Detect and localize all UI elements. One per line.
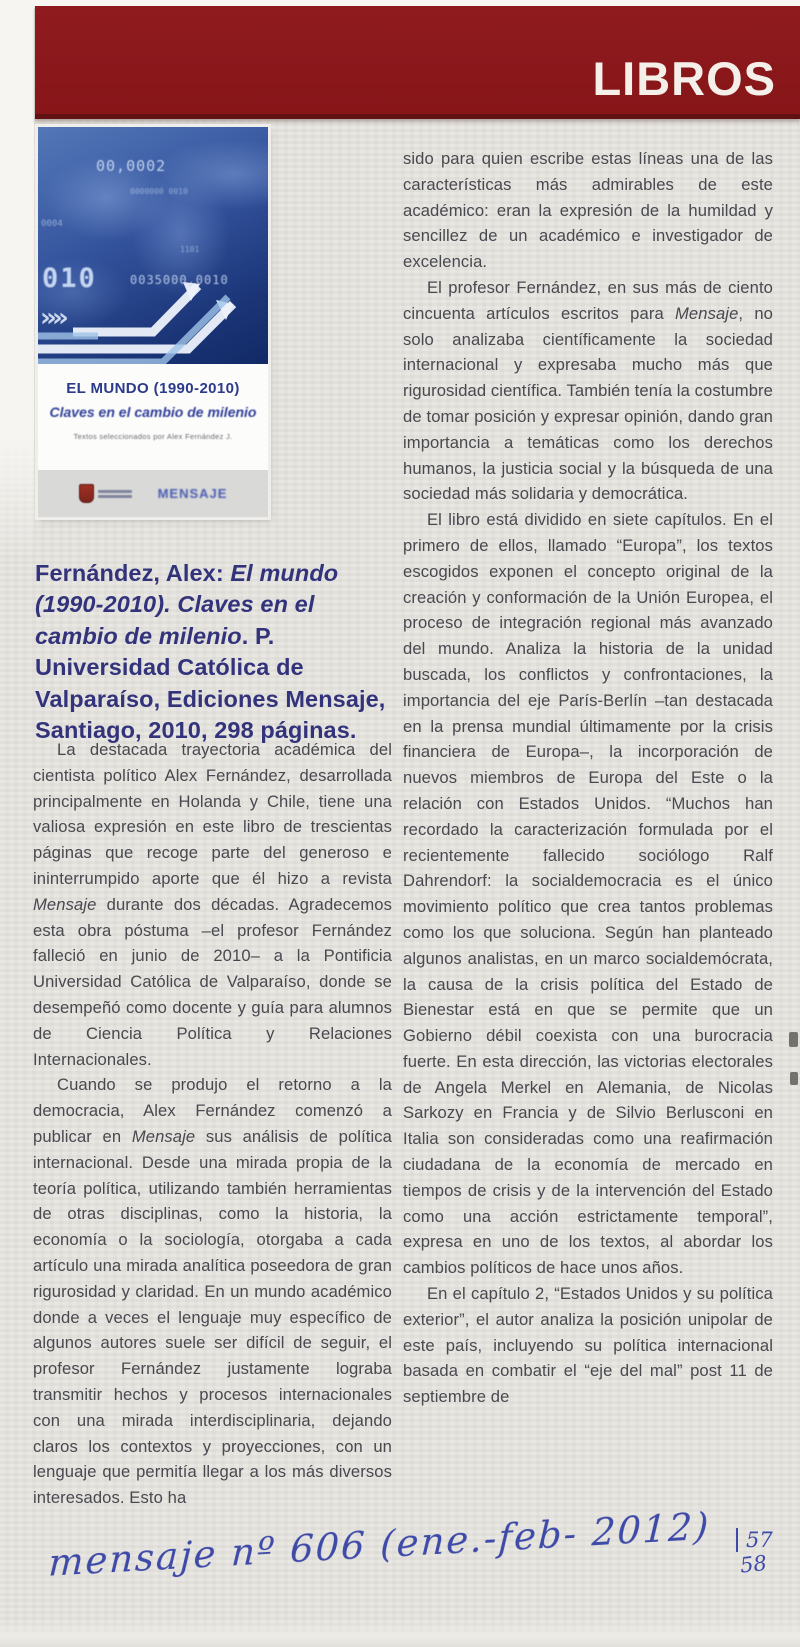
text-segment: sus análisis de política internacional. Desde una mirada propia de la teoría política, utilizando también herramientas de otras disciplinas, como la historia, la economía o la sociología, otorgaba a cada artículo una mirada analítica poseedora de gran rigurosidad y claridad. En un mundo académico donde a veces el lenguaje muy específico de algunos autores suele ser difícil de seguir, el profesor Fernández justamente lograba transmitir hechos y procesos internacionales con una mirada interdisciplinaria, dejando claros los contextos y proyecciones, con un lenguaje que permitía llegar a los más diversos interesados. Esto ha [33,1126,392,1508]
cover-artwork [38,127,268,364]
text-segment: El profesor Fernández, en sus más de ciento cincuenta artículos escritos para [403,277,773,323]
paragraph [33,737,392,1072]
article-right-column [403,146,773,1410]
book-cover-image [38,127,268,517]
cover-digit: 0004 [41,219,63,229]
section-title: LIBROS [592,52,776,105]
scan-artifact [789,1032,798,1047]
text-segment: durante dos décadas. Agradecemos esta obra póstuma –el profesor Fernández falleció en junio de 2010– a la Pontificia Universidad Católica de Valparaíso, donde se desempeñó como docente y guía para alumnos de Ciencia Política y Relaciones Internacionales. [33,894,392,1069]
text-segment: La destacada trayectoria académica del cientista político Alex Fernández, desarrollada principalmente en Holanda y Chile, tiene una valiosa expresión en este libro de trescientas páginas que recoge parte del generoso e ininterrumpido aporte que él hizo a revista [33,740,392,888]
handwritten-note: mensaje nº 606 (ene.-feb- 2012) [47,1504,712,1585]
crest-text-lines [98,488,132,500]
cover-publisher-strip [38,470,268,517]
cover-editor-line: Textos seleccionados por Alex Fernández J. [73,432,233,441]
page-number-58: 58 [738,1550,768,1578]
text-segment: Mensaje [674,303,739,323]
text-segment: sido para quien escribe estas líneas una de las características más admirables de este académico: eran la expresión de la humildad y sencillez de un académico e investigador de excelencia. [403,149,773,272]
article-left-column [33,737,392,1511]
svg-text:»: » [52,303,69,333]
text-segment: En el capítulo 2, “Estados Unidos y su política exterior”, el autor analiza la posición unipolar de este país, incluyendo su política internacional basada en combatir el “eje del mal” post 11 de septiembre de [403,1284,773,1407]
scan-edge-bottom [0,1621,800,1647]
paragraph [33,1072,392,1511]
text-segment: El mundo (1990-2010). Claves en el cambio de milenio [35,559,339,649]
text-segment: El libro está dividido en siete capítulos. En el primero de ellos, llamado “Europa”, los textos escogidos exponen el concepto original de la creación y conformación de la Unión Europea, el proceso de integración regional más avanzado del mundo. Analiza la historia de la unidad buscada, los conflictos y confrontaciones, la importancia del eje París-Berlín –tan destacada en la prensa mundial últimamente por la crisis financiera de Europa–, la incorporación de nuevos miembros de Europa del Este o la relación con Estados Unidos. “Muchos han recordado la caracterización formulada por el recientemente fallecido sociólogo Ralf Dahrendorf: la socialdemocracia es el único movimiento político que crea tantos problemas como los que soluciona. Según han planteado algunos analistas, en un marco socialdemócrata, la causa de la crisis política del Estado de Bienestar está en que se permite que un Gobierno débil coexista con una burocracia fuerte. En esta dirección, las victorias electorales de Angela Merkel en Alemania, de Nicolas Sarkozy en Francia y de Silvio Berlusconi en Italia son consideradas como una reafirmación ciudadana de la economía de mercado en tiempos de crisis y de la intervención del Estado como una acción estrictamente temporal”, expresa en uno de los textos, al abordar los cambios políticos de hace unos años. [403,510,773,1278]
text-segment: Mensaje [131,1126,196,1146]
scan-edge-left [0,0,34,560]
book-citation-heading [35,558,393,747]
paragraph [403,1281,773,1410]
mensaje-logo: MENSAJE [157,486,228,501]
paragraph [403,507,773,1281]
cover-subtitle: Claves en el cambio de milenio [49,404,257,420]
cover-digit: 0000000 0010 [130,187,188,196]
scan-artifact [790,1072,798,1085]
svg-text:»: » [40,303,57,333]
university-crest-logo [79,484,132,503]
paragraph [403,146,773,275]
text-segment: , no solo analizaba científicamente la sociedad internacional y expresaba mucho más que rigurosidad científica. También tenía la costumbre de tomar posición y expresar opinión, dando gran importancia a temáticas como los derechos humanos, la justicia social y la búsqueda de una sociedad más solidaria y democrática. [403,303,773,504]
text-segment: Cuando se produjo el retorno a la democracia, Alex Fernández comenzó a publicar en [33,1075,392,1146]
paragraph [403,275,773,507]
cover-digit: 010 [42,263,97,294]
cover-title-panel [38,364,268,470]
text-segment: . P. Universidad Católica de Valparaíso, Ediciones Mensaje, Santiago, 2010, 298 páginas. [35,622,386,743]
handwritten-page-numbers [736,1528,773,1576]
cover-digit: 0035000,0010 [130,273,229,287]
cover-digit: 00,0002 [96,157,167,175]
text-segment: Mensaje [33,894,97,914]
cover-title: EL MUNDO (1990-2010) [66,380,240,397]
text-segment: Fernández, Alex: [35,559,231,586]
page-number-57: 57 [736,1528,773,1552]
section-banner [35,6,800,119]
crest-shield-icon [79,484,94,503]
cover-digit: 1101 [180,245,200,254]
